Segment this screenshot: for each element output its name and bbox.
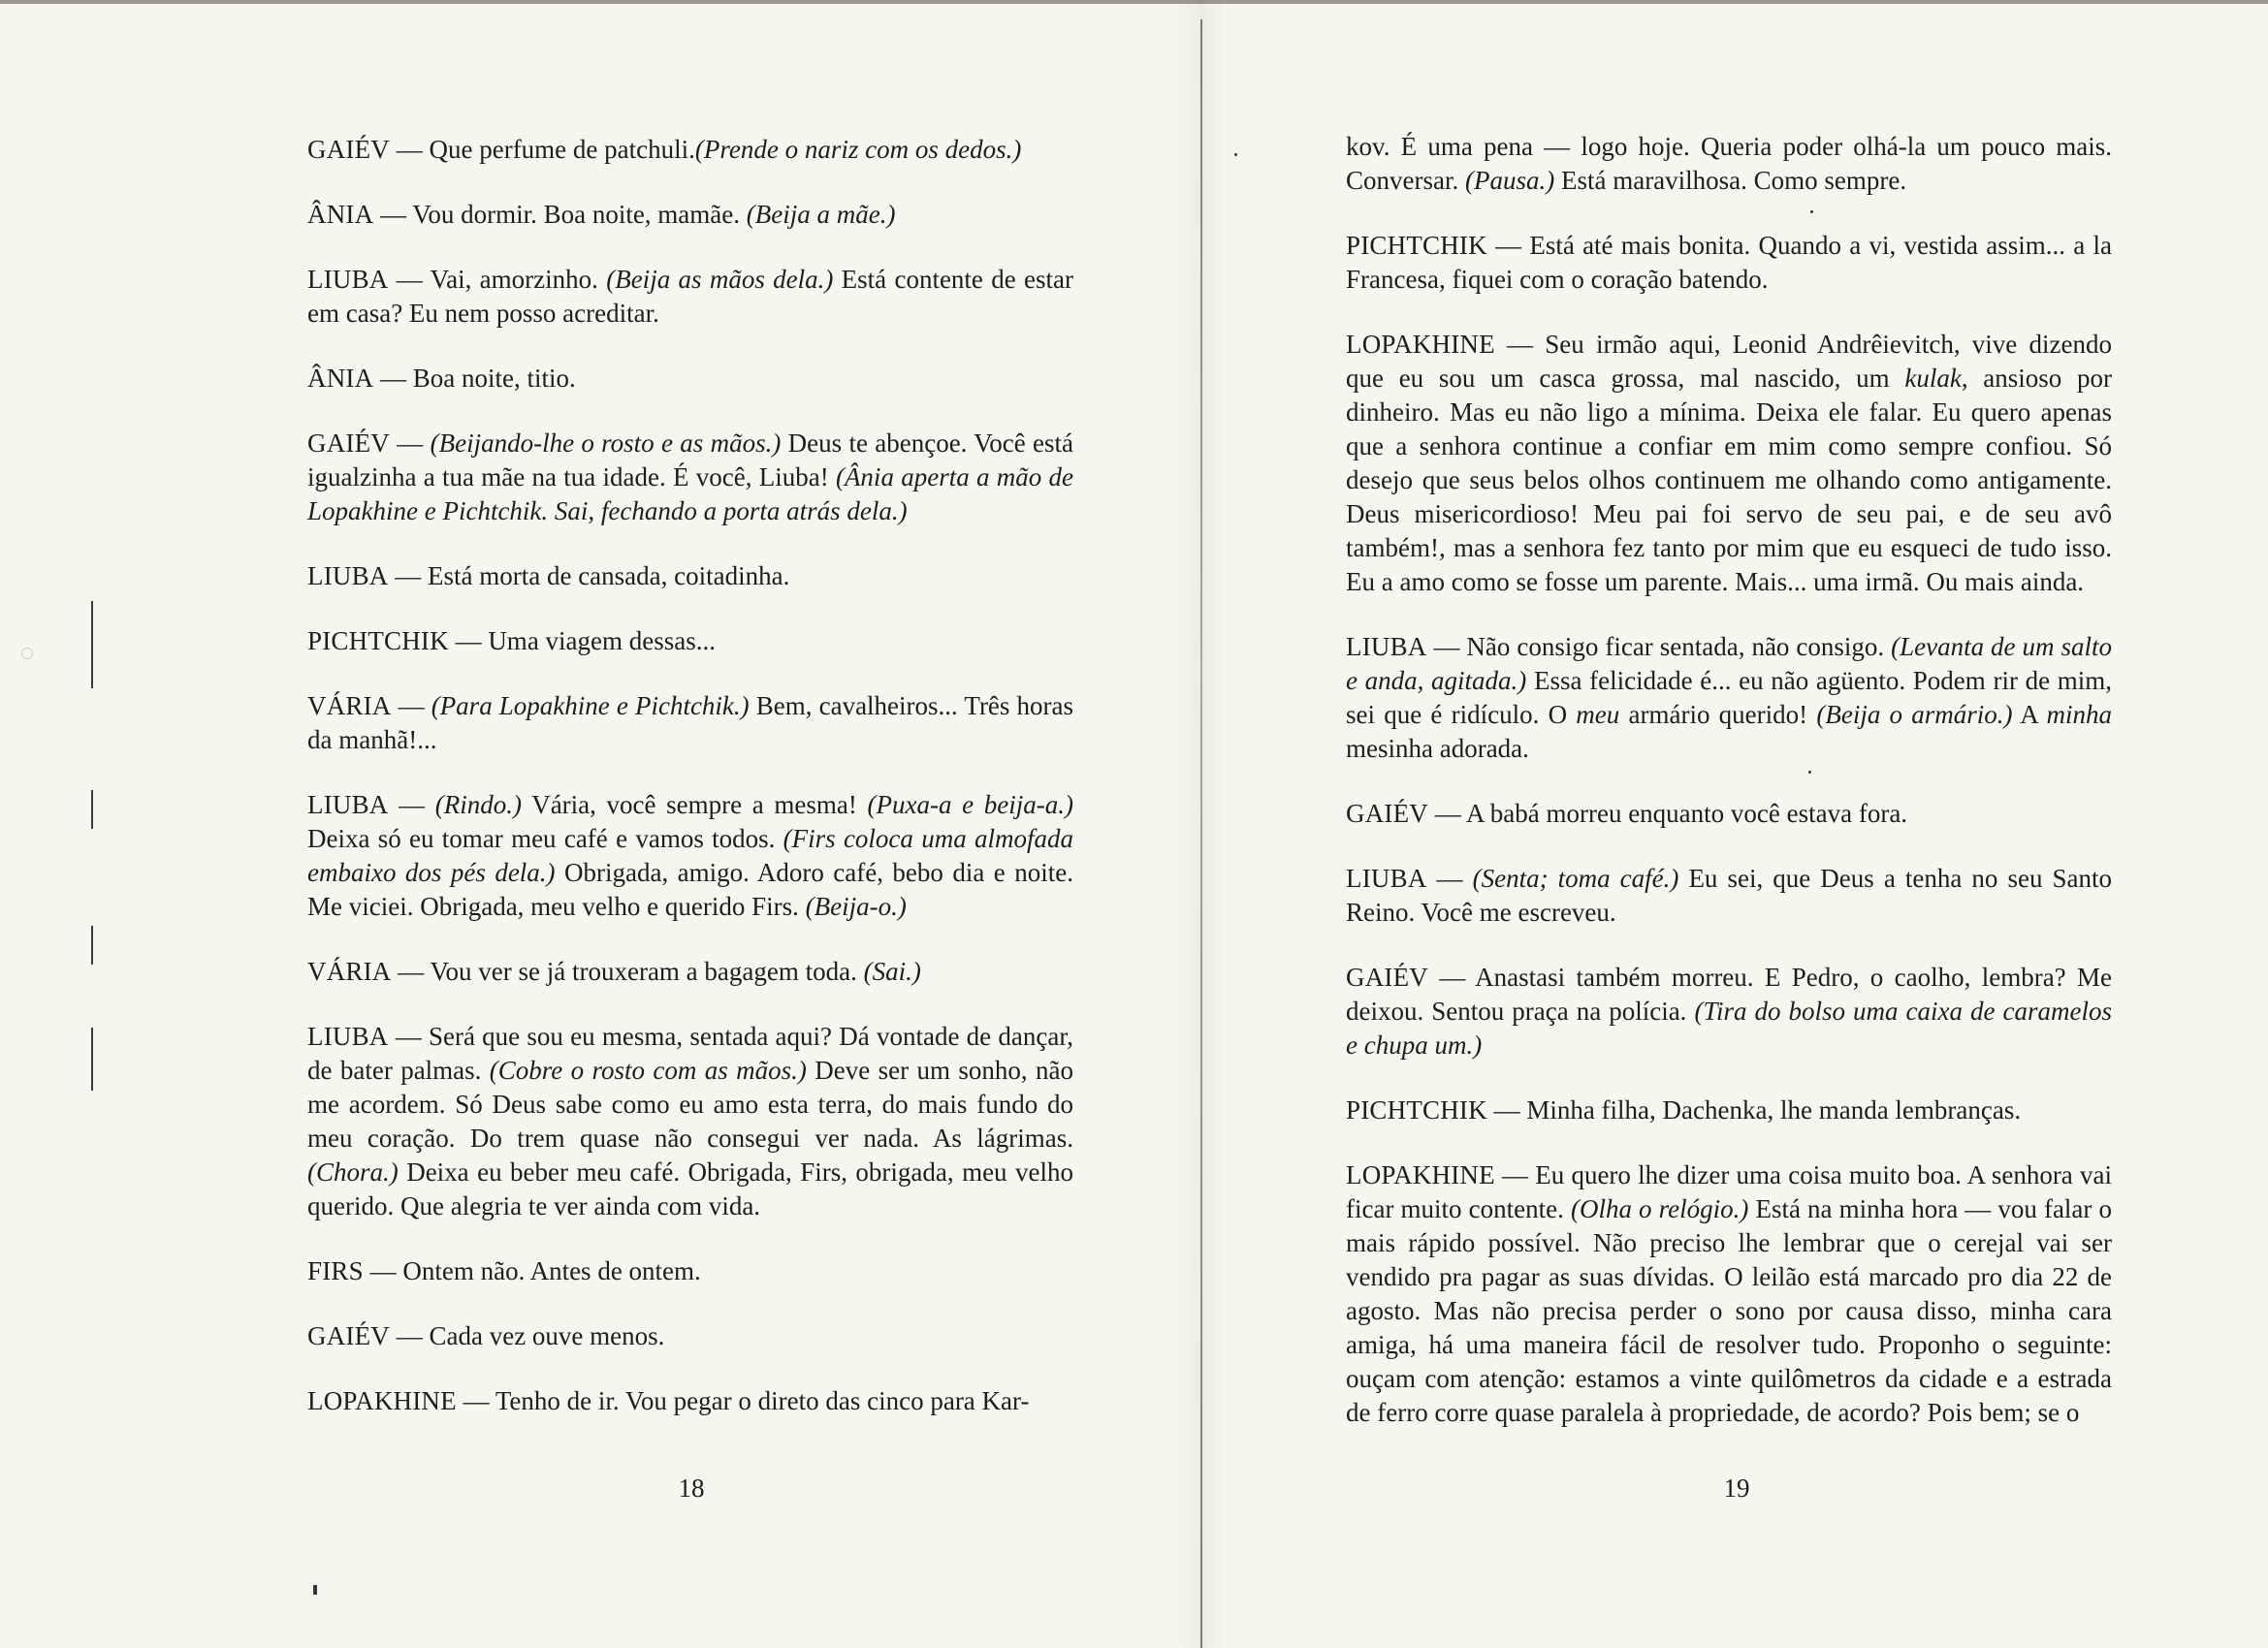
stage-direction: (Levanta de um salto e anda, agitada.): [1346, 632, 2112, 695]
stage-direction: (Cobre o rosto com as mãos.): [489, 1056, 807, 1085]
page-number: 18: [678, 1474, 705, 1503]
dialogue-paragraph: [1346, 961, 2112, 1062]
left-page: [307, 0, 1073, 1648]
dialogue-text: mesinha adorada.: [1346, 734, 1529, 763]
dialogue-text: — Eu quero lhe dizer uma coisa muito boa. A senhora vai ficar muito contente.: [1346, 1160, 2112, 1223]
dialogue-text: — Minha filha, Dachenka, lhe manda lembranças.: [1486, 1095, 2022, 1125]
dialogue-text: Vária, você sempre a mesma!: [522, 790, 868, 819]
dialogue-text: Obrigada, amigo. Adoro café, bebo dia e noite. Me viciei. Obrigada, meu velho e querido Firs.: [307, 858, 1073, 921]
stage-direction: (Rindo.): [434, 790, 523, 819]
dialogue-text: — Vai, amorzinho.: [388, 265, 607, 294]
stage-direction: kulak: [1904, 364, 1962, 393]
dialogue-text: Essa felicidade é... eu não agüento. Podem rir de mim, sei que é ridículo. O: [1346, 666, 2112, 729]
dialogue-paragraph: [307, 427, 1073, 528]
dialogue-text: Deixa só eu tomar meu café e vamos todos.: [307, 824, 783, 853]
right-page: [1346, 0, 2112, 1648]
dialogue-text: — Não consigo ficar sentada, não consigo.: [1426, 632, 1892, 661]
book-gutter: [1200, 19, 1202, 1648]
speaker-name: LIUBA: [1346, 864, 1427, 893]
dialogue-text: A: [2012, 700, 2047, 729]
dialogue-text: Está na minha hora — vou falar o mais rápido possível. Não preciso lhe lembrar que o cerejal vai ser vendido pra pagar as suas dívidas. O leilão está marcado pro dia 22 de agosto. Mas não precisa perder o sono por causa disso, minha cara amiga, há uma maneira fácil de resolver tudo. Proponho o seguinte: ouçam com atenção: estamos a vinte quilômetros da cidade e a estrada de ferro corre quase paralela à propriedade, de acordo? Pois bem; se o: [1346, 1194, 2112, 1427]
dialogue-paragraph: [1346, 1158, 2112, 1430]
speaker-name: LOPAKHINE: [1346, 1160, 1495, 1189]
speaker-name: GAIÉV: [307, 135, 390, 164]
speaker-name: GAIÉV: [1346, 799, 1428, 828]
speaker-name: GAIÉV: [307, 428, 390, 458]
dialogue-text: — Que perfume de patchuli.: [389, 135, 695, 164]
dialogue-paragraph: [1346, 630, 2112, 766]
dialogue-text: — Está até mais bonita. Quando a vi, vestida assim... a la Francesa, fiquei com o coração batendo.: [1346, 231, 2112, 294]
dialogue-text: — Anastasi também morreu. E Pedro, o caolho, lembra? Me deixou. Sentou praça na polícia.: [1346, 963, 2112, 1026]
dialogue-paragraph: [1346, 328, 2112, 599]
speaker-name: GAIÉV: [307, 1321, 390, 1350]
dialogue-text: — Boa noite, titio.: [373, 364, 576, 393]
stage-direction: (Ânia aperta a mão de Lopakhine e Pichtchik. Sai, fechando a porta atrás dela.): [307, 462, 1073, 525]
dialogue-text: —: [389, 428, 431, 458]
stage-direction: (Pausa.): [1464, 166, 1555, 195]
dialogue-paragraph: [307, 624, 1073, 658]
dialogue-text: Bem, cavalheiros... Três horas da manhã!...: [307, 691, 1074, 754]
right-page-text: [1346, 130, 2112, 1461]
stage-direction: (Olha o relógio.): [1570, 1194, 1749, 1223]
stage-direction: (Chora.): [307, 1157, 399, 1187]
dialogue-text: — Tenho de ir. Vou pegar o direto das cinco para Kar-: [456, 1386, 1030, 1415]
dialogue-text: — A babá morreu enquanto você estava fora.: [1427, 799, 1908, 828]
margin-mark: [91, 1028, 93, 1091]
dialogue-text: Deixa eu beber meu café. Obrigada, Firs, obrigada, meu velho querido. Que alegria te ver ainda com vida.: [307, 1157, 1073, 1220]
dialogue-text: Eu sei, que Deus a tenha no seu Santo Reino. Você me escreveu.: [1346, 864, 2112, 927]
speaker-name: VÁRIA: [307, 691, 392, 720]
dialogue-paragraph: [307, 559, 1073, 593]
speaker-name: PICHTCHIK: [307, 626, 449, 655]
stage-direction: (Firs coloca uma almofada embaixo dos pés dela.): [307, 824, 1073, 887]
dialogue-paragraph: [307, 263, 1073, 331]
dialogue-paragraph: [1346, 862, 2112, 930]
stage-direction: (Beija-o.): [805, 892, 907, 921]
stage-direction: (Beijando-lhe o rosto e as mãos.): [430, 428, 782, 458]
scan-speck: [1234, 153, 1237, 156]
dialogue-paragraph: [1346, 229, 2112, 297]
stage-direction: (Beija a mãe.): [746, 200, 896, 229]
speaker-name: GAIÉV: [1346, 963, 1428, 992]
speaker-name: LOPAKHINE: [1346, 330, 1495, 359]
dialogue-paragraph: [307, 362, 1073, 396]
dialogue-text: Está contente de estar em casa? Eu nem posso acreditar.: [307, 265, 1073, 328]
stage-direction: (Puxa-a e beija-a.): [867, 790, 1073, 819]
speaker-name: LIUBA: [307, 561, 389, 590]
dialogue-text: , ansioso por dinheiro. Mas eu não ligo a mínima. Deixa ele falar. Eu quero apenas que a senhora continue a confiar em mim como sempre confiou. Só desejo que seus belos olhos continuem me olhando como antigamente. Deus misericordioso! Meu pai foi servo de seu pai, e de seu avô também!, mas a senhora fez tanto por mim que eu esqueci de tudo isso. Eu a amo como se fosse um parente. Mais... uma irmã. Ou mais ainda.: [1346, 364, 2113, 596]
dialogue-text: Deus te abençoe. Você está igualzinha a tua mãe na tua idade. É você, Liuba!: [307, 428, 1074, 491]
dialogue-paragraph: [307, 1020, 1073, 1223]
stage-direction: minha: [2046, 700, 2112, 729]
margin-mark: [91, 601, 93, 688]
speaker-name: LIUBA: [307, 790, 389, 819]
dialogue-text: Deve ser um sonho, não me acordem. Só Deus sabe como eu amo esta terra, do mais fundo do meu coração. Do trem quase não consegui ver nada. As lágrimas.: [307, 1056, 1073, 1153]
margin-dot: [21, 648, 33, 659]
dialogue-paragraph: [307, 1384, 1073, 1418]
dialogue-text: —: [391, 691, 431, 720]
dialogue-paragraph: [307, 788, 1073, 924]
left-page-text: [307, 133, 1073, 1449]
stage-direction: (Beija o armário.): [1816, 700, 2013, 729]
dialogue-text: Está maravilhosa. Como sempre.: [1554, 166, 1907, 195]
speaker-name: VÁRIA: [307, 957, 392, 986]
dialogue-text: — Ontem não. Antes de ontem.: [363, 1256, 701, 1285]
dialogue-paragraph: [307, 689, 1073, 757]
dialogue-paragraph: [307, 133, 1073, 167]
speaker-name: PICHTCHIK: [1346, 1095, 1487, 1125]
dialogue-text: armário querido!: [1619, 700, 1817, 729]
dialogue-text: — Seu irmão aqui, Leonid Andrêievitch, vive dizendo que eu sou um casca grossa, mal nascido, um: [1346, 330, 2112, 393]
stage-direction: (Para Lopakhine e Pichtchik.): [431, 691, 750, 720]
dialogue-text: — Vou dormir. Boa noite, mamãe.: [373, 200, 747, 229]
margin-mark: [91, 926, 93, 965]
dialogue-text: — Uma viagem dessas...: [448, 626, 717, 655]
stage-direction: (Beija as mãos dela.): [606, 265, 834, 294]
dialogue-text: — Será que sou eu mesma, sentada aqui? Dá vontade de dançar, de bater palmas.: [307, 1022, 1073, 1085]
dialogue-text: —: [1426, 864, 1473, 893]
stage-direction: (Tira do bolso uma caixa de caramelos e chupa um.): [1346, 997, 2112, 1060]
dialogue-paragraph: [307, 955, 1073, 989]
dialogue-text: kov. É uma pena — logo hoje. Queria poder olhá-la um pouco mais. Conversar.: [1346, 132, 2112, 195]
dialogue-paragraph: [1346, 1093, 2112, 1127]
margin-mark: [91, 790, 93, 829]
speaker-name: PICHTCHIK: [1346, 231, 1487, 260]
dialogue-paragraph: [1346, 130, 2112, 198]
dialogue-paragraph: [307, 198, 1073, 232]
page-number: 19: [1723, 1474, 1750, 1503]
speaker-name: FIRS: [307, 1256, 364, 1285]
dialogue-paragraph: [1346, 797, 2112, 831]
dialogue-paragraph: [307, 1254, 1073, 1288]
dialogue-text: — Cada vez ouve menos.: [389, 1321, 665, 1350]
dialogue-text: — Está morta de cansada, coitadinha.: [388, 561, 790, 590]
speaker-name: ÂNIA: [307, 200, 374, 229]
dialogue-paragraph: [307, 1319, 1073, 1353]
speaker-name: LIUBA: [1346, 632, 1427, 661]
dialogue-text: — Vou ver se já trouxeram a bagagem toda.: [391, 957, 864, 986]
stage-direction: (Senta; toma café.): [1472, 864, 1679, 893]
stage-direction: meu: [1576, 700, 1620, 729]
stage-direction: (Prende o nariz com os dedos.): [694, 135, 1022, 164]
speaker-name: LIUBA: [307, 1022, 389, 1051]
stage-direction: (Sai.): [863, 957, 921, 986]
speaker-name: ÂNIA: [307, 364, 374, 393]
speaker-name: LOPAKHINE: [307, 1386, 457, 1415]
speaker-name: LIUBA: [307, 265, 389, 294]
dialogue-text: —: [388, 790, 435, 819]
